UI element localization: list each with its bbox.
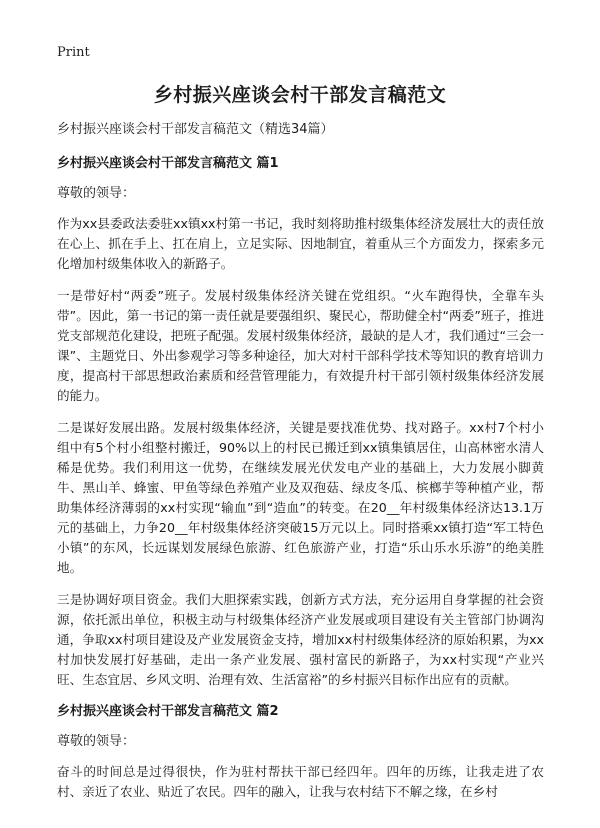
article-section-1 [57, 154, 544, 690]
salutation: 尊敬的领导： [57, 734, 136, 749]
document-subtitle: 乡村振兴座谈会村干部发言稿范文（精选34篇） [57, 122, 334, 137]
paragraph: 奋斗的时间总是过得很快，作为驻村帮扶干部已经四年。四年的历练，让我走进了农村、亲近了农业、贴近了农民。四年的融入，让我与农村结下不解之缘，在乡村 [57, 764, 544, 799]
article-section-2 [57, 702, 544, 802]
paragraph: 二是谋好发展出路。发展村级集体经济，关键是要找准优势、找对路子。xx村7个村小组中有5个村小组整村搬迁，90%以上的村民已搬迁到xx镇集镇居住，山高林密水清人稀是优势。我们利用这一优势，在继续发展光伏发电产业的基础上，大力发展小脚黄牛、黑山羊、蜂蜜、甲鱼等绿色养殖产业及双孢菇、绿皮冬瓜、槟榔芋等种植产业，帮助集体经济薄弱的xx村实现“输血”到“造血”的转变。在20__年村级集体经济达13.1万元的基础上，力争20__年村级集体经济突破15万元以上。同时搭乘xx镇打造“军工特色小镇”的东风，长远谋划发展绿色旅游、红色旅游产业，打造“乐山乐水乐游”的绝美胜地。 [57, 420, 544, 575]
document-body [57, 120, 544, 814]
salutation: 尊敬的领导： [57, 186, 136, 201]
section-heading: 乡村振兴座谈会村干部发言稿范文 篇1 [57, 156, 279, 171]
paragraph: 作为xx县委政法委驻xx镇xx村第一书记，我时刻将助推村级集体经济发展壮大的责任放在心上、抓在手上、扛在肩上，立足实际、因地制宜，着重从三个方面发力，探索多元化增加村级集体收入的新路子。 [57, 216, 544, 271]
paragraph: 一是带好村“两委”班子。发展村级集体经济关键在党组织。“火车跑得快，全靠车头带”。因此，第一书记的第一责任就是要强组织、聚民心，帮助健全村“两委”班子，推进党支部规范化建设，把班子配强。发展村级集体经济，最缺的是人才，我们通过“三会一课”、主题党日、外出参观学习等多种途径，加大对村干部科学技术等知识的教育培训力度，提高村干部思想政治素质和经营管理能力，有效提升村干部引领村级集体经济发展的能力。 [57, 288, 544, 403]
section-heading: 乡村振兴座谈会村干部发言稿范文 篇2 [57, 704, 279, 719]
paragraph: 三是协调好项目资金。我们大胆探索实践，创新方式方法，充分运用自身掌握的社会资源，依托派出单位，积极主动与村级集体经济产业发展或项目建设有关主管部门协调沟通，争取xx村项目建设及产业发展资金支持，增加xx村村级集体经济的原始积累，为xx村加快发展打好基础，走出一条产业发展、强村富民的新路子，为xx村实现“产业兴旺、生态宜居、乡风文明、治理有效、生活富裕”的乡村振兴目标作出应有的贡献。 [57, 592, 544, 687]
print-link[interactable]: Print [57, 45, 90, 60]
page-title: 乡村振兴座谈会村干部发言稿范文 [153, 84, 447, 106]
